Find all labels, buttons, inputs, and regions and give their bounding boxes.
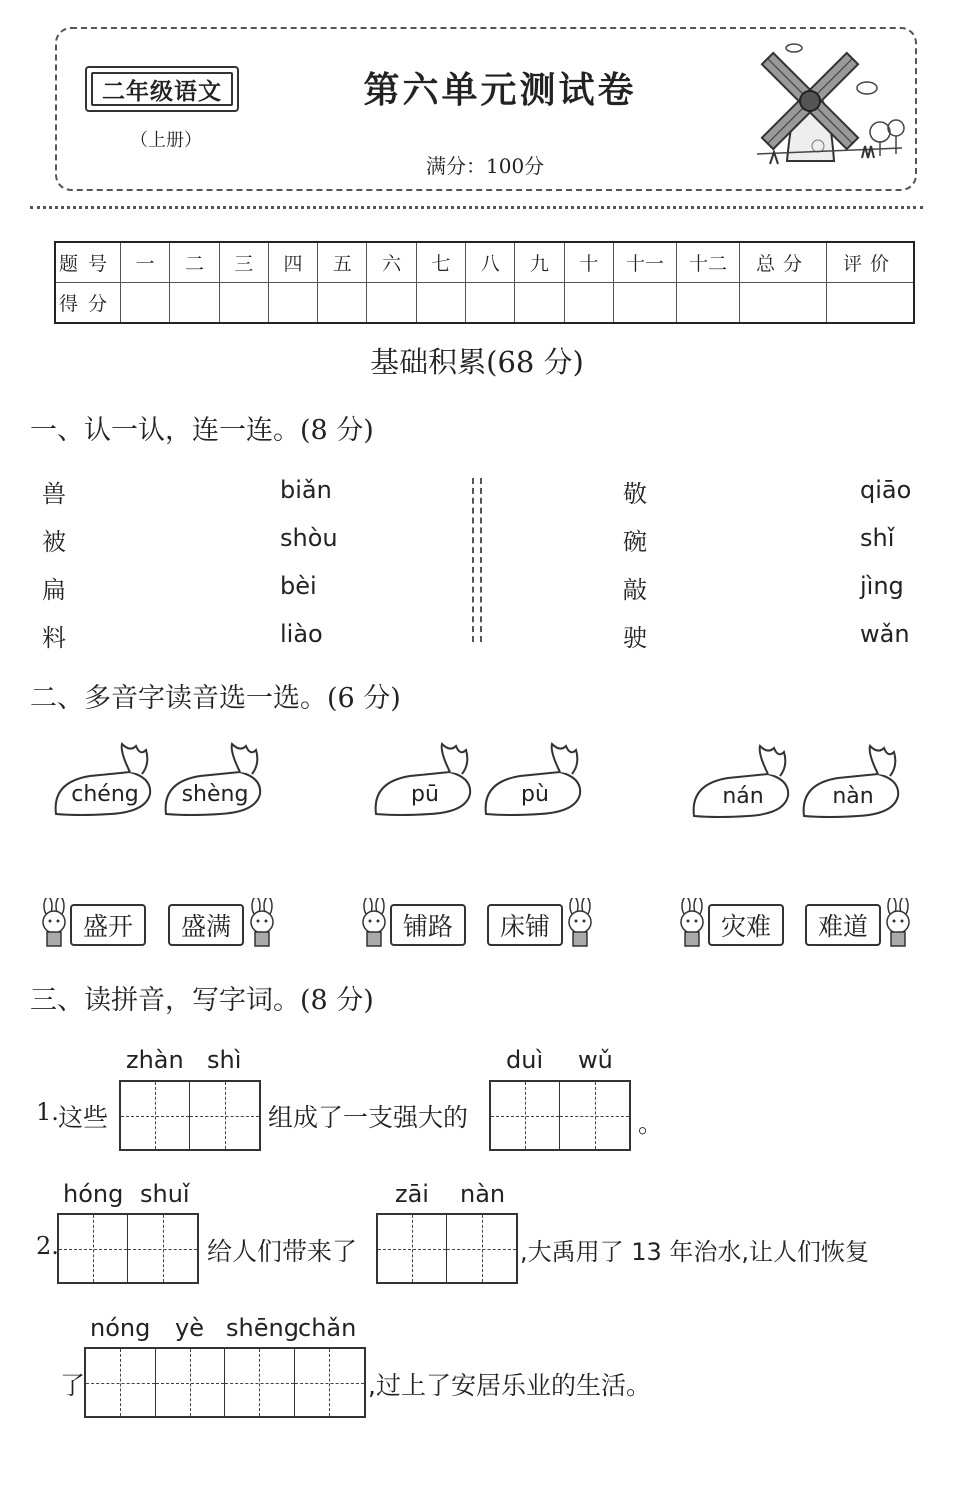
header-divider [30,206,923,209]
radish-option[interactable] [688,744,798,834]
pinyin-hint: wǔ [578,1046,613,1074]
col-header: 评价 [827,242,915,283]
col-header: 八 [466,242,515,283]
q2-points: (6 分) [327,683,401,714]
bunny-icon [244,898,280,950]
col-header: 四 [268,242,317,283]
pinyin-hint: nàn [460,1180,506,1208]
radish-reading: pù [521,782,549,807]
sentence-text: 。 [638,1109,664,1138]
q1-title-text: 一、认一认，连一连。 [30,415,300,446]
bunny-icon [36,898,72,950]
bunny-icon [562,898,598,950]
score-cell[interactable] [268,283,317,324]
q1-right-pinyin[interactable]: wǎn [860,620,910,648]
sentence-text: 这些 [58,1103,109,1132]
q1-left-char[interactable]: 扁 [42,576,66,604]
pinyin-hint: zhàn [126,1046,184,1074]
writing-grid[interactable] [57,1213,199,1284]
q1-separator [472,478,482,642]
score-cell[interactable] [466,283,515,324]
q1-right-pinyin[interactable]: jìng [860,572,904,600]
score-cell[interactable] [219,283,268,324]
full-score: 满分：100分 [426,154,545,178]
bunny-icon [880,898,916,950]
page-title: 第六单元测试卷 [363,70,637,111]
radish-option[interactable] [480,742,590,832]
grade-badge [85,66,239,112]
col-header: 六 [367,242,416,283]
score-cell[interactable] [170,283,219,324]
q1-right-char[interactable]: 敬 [623,480,647,508]
col-header: 二 [170,242,219,283]
score-cell[interactable] [318,283,367,324]
q1-right-pinyin[interactable]: qiāo [860,476,912,504]
col-header: 三 [219,242,268,283]
q1-right-char[interactable]: 碗 [623,528,647,556]
bunny-icon [356,898,392,950]
radish-reading: chéng [71,782,139,807]
pinyin-hint: shēng [226,1314,299,1342]
pinyin-hint: duì [506,1046,544,1074]
radish-option[interactable] [160,742,270,832]
col-header: 总分 [740,242,827,283]
volume-label: （上册） [130,130,202,151]
sentence-text: 组成了一支强大的 [268,1103,469,1132]
word-card[interactable]: 盛开 [70,904,146,946]
sentence-text: 给人们带来了 [207,1237,358,1266]
pinyin-hint: hóng [63,1180,124,1208]
sentence-text: ,大禹用了 13 年治水,让人们恢复 [520,1238,870,1266]
row-label-score: 得分 [55,283,121,324]
score-cell[interactable] [121,283,170,324]
score-cell[interactable] [515,283,564,324]
col-header: 十二 [677,242,740,283]
score-cell[interactable] [416,283,465,324]
col-header: 五 [318,242,367,283]
pinyin-hint: shì [207,1046,242,1074]
radish-reading: shèng [181,782,249,807]
col-header: 十 [564,242,613,283]
writing-grid[interactable] [489,1080,631,1151]
sentence-number: 2. [36,1232,59,1260]
q1-left-pinyin[interactable]: bèi [280,572,317,600]
q1-left-pinyin[interactable]: biǎn [280,476,332,504]
writing-grid[interactable] [376,1213,518,1284]
pinyin-hint: yè [175,1314,204,1342]
col-header: 九 [515,242,564,283]
writing-grid[interactable] [119,1080,261,1151]
col-header: 十一 [614,242,677,283]
word-card[interactable]: 铺路 [390,904,466,946]
radish-reading: pū [411,782,439,807]
radish-reading: nàn [832,784,874,809]
sentence-text: ,过上了安居乐业的生活。 [368,1371,651,1400]
q1-right-pinyin[interactable]: shǐ [860,524,895,552]
grade-label: 二年级语文 [91,72,233,106]
q3-points: (8 分) [300,985,374,1016]
row-label-question-number: 题号 [55,242,121,283]
score-cell[interactable] [740,283,827,324]
radish-option[interactable] [370,742,480,832]
score-cell[interactable] [677,283,740,324]
section-title: 基础积累(68 分) [370,345,584,379]
q1-left-pinyin[interactable]: shòu [280,524,338,552]
radish-reading: nán [722,784,764,809]
q1-left-char[interactable]: 料 [42,624,66,652]
q2-title [30,676,401,715]
q1-right-char[interactable]: 敲 [623,576,647,604]
q1-points: (8 分) [300,415,374,446]
pinyin-hint: shuǐ [140,1180,190,1208]
score-cell[interactable] [614,283,677,324]
word-card[interactable]: 床铺 [487,904,563,946]
q1-right-char[interactable]: 驶 [623,624,647,652]
pinyin-hint: chǎn [298,1314,357,1342]
q1-title [30,408,374,447]
col-header: 一 [121,242,170,283]
q2-title-text: 二、多音字读音选一选。 [30,683,327,714]
score-cell[interactable] [564,283,613,324]
word-card[interactable]: 盛满 [168,904,244,946]
score-cell[interactable] [367,283,416,324]
score-table [54,241,915,324]
q1-left-char[interactable]: 兽 [42,480,66,508]
q3-title [30,978,374,1017]
word-card[interactable]: 灾难 [708,904,784,946]
pinyin-hint: nóng [90,1314,151,1342]
word-card[interactable]: 难道 [805,904,881,946]
radish-option[interactable] [798,744,908,834]
sentence-text: 了 [60,1371,86,1400]
bunny-icon [674,898,710,950]
q3-title-text: 三、读拼音，写字词。 [30,985,300,1016]
q1-left-char[interactable]: 被 [42,528,66,556]
windmill-illustration [752,36,912,176]
score-cell[interactable] [827,283,915,324]
writing-grid[interactable] [84,1347,366,1418]
sentence-number: 1. [36,1098,59,1126]
q1-left-pinyin[interactable]: liào [280,620,323,648]
col-header: 七 [416,242,465,283]
radish-option[interactable] [50,742,160,832]
pinyin-hint: zāi [395,1180,429,1208]
